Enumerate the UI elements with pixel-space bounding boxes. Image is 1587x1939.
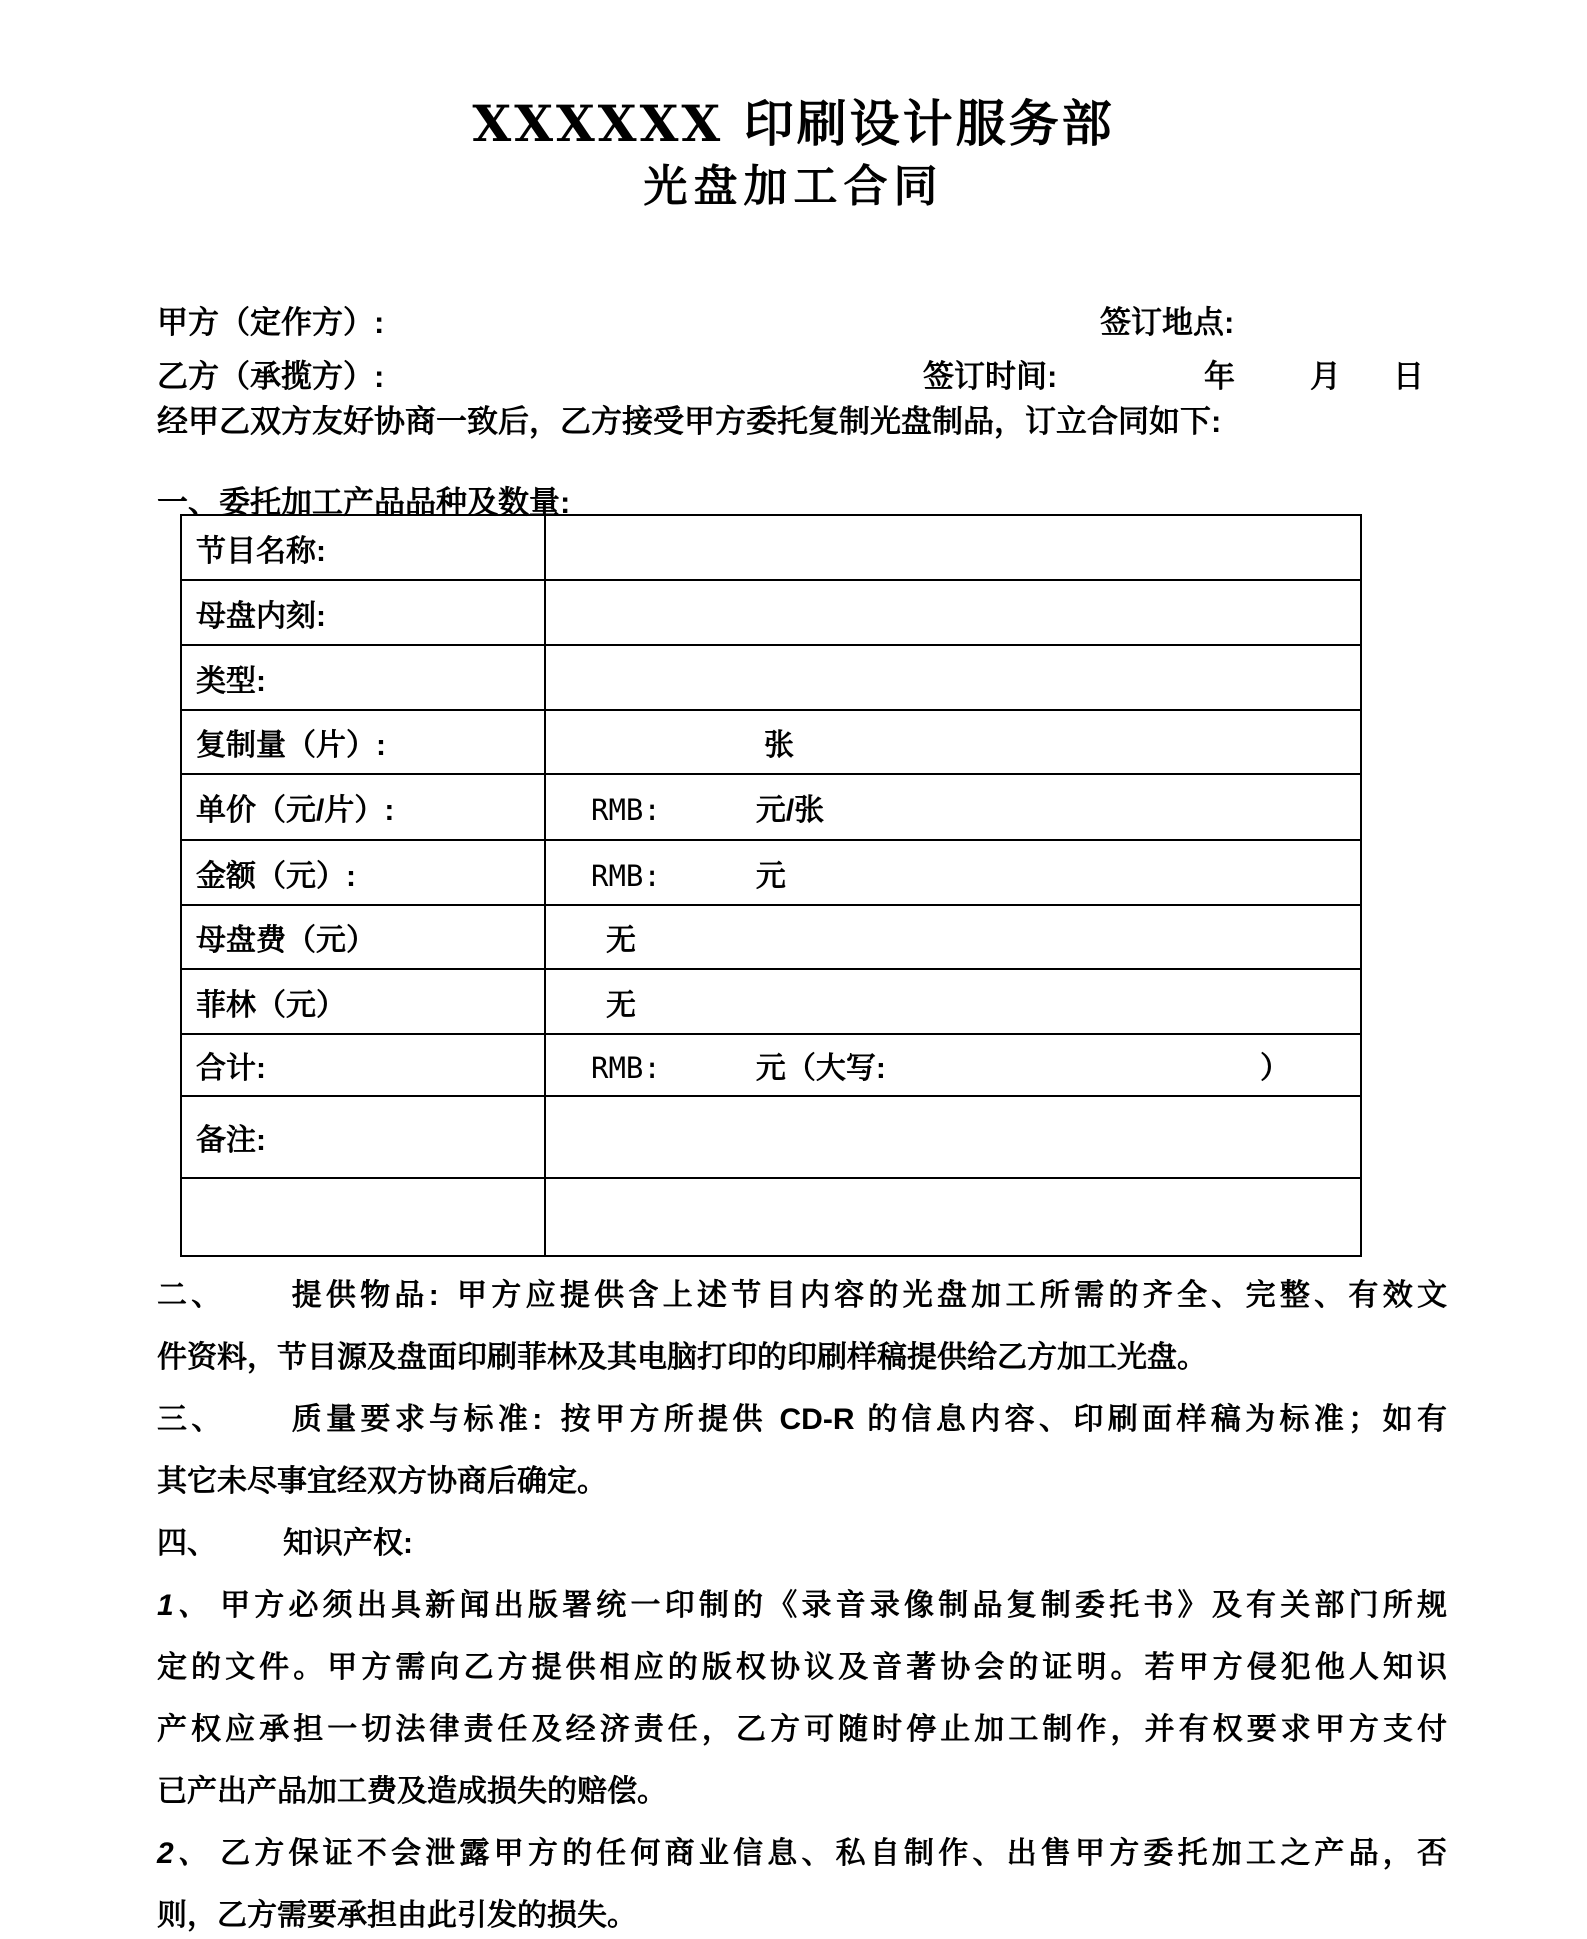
row-label-cell: 类型:: [181, 645, 545, 710]
cell-value: 元: [755, 859, 786, 893]
row-label-cell: 单价（元/片）:: [181, 774, 545, 840]
row-value-content: [546, 915, 1360, 959]
clause-text: 件资料，节目源及盘面印刷菲林及其电脑打印的印刷样稿提供给乙方加工光盘。: [157, 1341, 1207, 1374]
clause-text: 产权应承担一切法律责任及经济责任，乙方可随时停止加工制作，并有权要求甲方支付: [157, 1713, 1447, 1746]
clause-text: 已产出产品加工费及造成损失的赔偿。: [157, 1775, 667, 1808]
cell-value: ）: [1260, 1052, 1290, 1085]
section1-heading: 一、委托加工产品品种及数量:: [157, 485, 571, 520]
year-label: 年: [1204, 359, 1235, 394]
row-label-cell: 备注:: [181, 1096, 545, 1178]
table-row: [181, 969, 1361, 1034]
clause-text: 乙方保证不会泄露甲方的任何商业信息、私自制作、出售甲方委托加工之产品，否: [220, 1837, 1448, 1870]
clause-text: 甲方应提供含上述节目内容的光盘加工所需的齐全、完整、有效文: [452, 1279, 1448, 1312]
table-row: [181, 905, 1361, 969]
table-row: [181, 645, 1361, 710]
sign-time-label: 签订时间:: [923, 359, 1058, 394]
clause-text: 定的文件。甲方需向乙方提供相应的版权协议及音著协会的证明。若甲方侵犯他人知识: [157, 1651, 1447, 1684]
body-line: [157, 1337, 1447, 1379]
month-label: 月: [1310, 359, 1341, 394]
table-row: [181, 840, 1361, 905]
clause-text: 则，乙方需要承担由此引发的损失。: [157, 1899, 637, 1932]
intro-line: 经甲乙双方友好协商一致后，乙方接受甲方委托复制光盘制品，订立合同如下:: [157, 404, 1222, 439]
clause-text: 四、: [157, 1527, 217, 1560]
clause-label: 知识产权:: [283, 1527, 413, 1560]
clause-text: 甲方必须出具新闻出版署统一印制的《录音录像制品复制委托书》及有关部门所规: [220, 1589, 1448, 1622]
row-value-content: [546, 851, 1360, 895]
row-value-content: [546, 1043, 1360, 1087]
cell-value: 无: [606, 988, 636, 1022]
row-value-cell: [545, 645, 1361, 710]
table-row: [181, 710, 1361, 774]
table-row: [181, 515, 1361, 580]
row-label-cell: 节目名称:: [181, 515, 545, 580]
cell-value: 元/张: [755, 794, 825, 827]
row-value-cell: [545, 710, 1361, 774]
table-row: [181, 1178, 1361, 1256]
cell-value: RMB:: [591, 793, 661, 827]
row-value-cell: [545, 580, 1361, 645]
table-row: [181, 580, 1361, 645]
party-a-label: 甲方（定作方）:: [157, 305, 385, 340]
product-table-body: [181, 515, 1361, 1256]
body-line: [157, 1523, 1447, 1565]
document-title: XXXXXX 印刷设计服务部: [472, 94, 1115, 153]
row-label-cell: 母盘费（元）: [181, 905, 545, 969]
row-value-cell: [545, 905, 1361, 969]
sign-place-label: 签订地点:: [1100, 305, 1235, 340]
product-table: [180, 514, 1362, 1257]
body-line: [157, 1461, 1447, 1503]
cell-value: 无: [606, 924, 636, 957]
day-label: 日: [1393, 359, 1424, 394]
row-label-cell: 复制量（片）:: [181, 710, 545, 774]
row-value-cell: [545, 969, 1361, 1034]
body-line: [157, 1771, 1447, 1813]
row-label-cell: 金额（元）:: [181, 840, 545, 905]
clause-text: 2、: [157, 1837, 213, 1870]
clause-text: 1、: [157, 1589, 213, 1622]
row-value-content: [546, 785, 1360, 829]
row-value-content: [546, 980, 1360, 1024]
row-label-cell: 合计:: [181, 1034, 545, 1096]
row-value-cell: [545, 1034, 1361, 1096]
clause-text: 三、: [157, 1403, 226, 1436]
row-value-cell: [545, 774, 1361, 840]
table-row: [181, 1096, 1361, 1178]
clause-text: 按甲方所提供 CD-R 的信息内容、印刷面样稿为标准；如有: [556, 1403, 1448, 1436]
cell-value: 张: [764, 729, 794, 762]
row-value-cell: [545, 515, 1361, 580]
body-line: [157, 1895, 1447, 1937]
table-row: [181, 1034, 1361, 1096]
clause-text: 二、: [157, 1279, 226, 1312]
cell-value: RMB:: [591, 858, 661, 893]
row-value-content: [546, 720, 1360, 764]
clause-text: 其它未尽事宜经双方协商后确定。: [157, 1465, 607, 1498]
row-label-cell: 母盘内刻:: [181, 580, 545, 645]
row-label-cell: [181, 1178, 545, 1256]
document-subtitle: 光盘加工合同: [643, 161, 944, 212]
table-row: [181, 774, 1361, 840]
row-value-cell: [545, 840, 1361, 905]
clause-label: 提供物品:: [291, 1279, 439, 1312]
row-value-cell: [545, 1096, 1361, 1178]
clause-label: 质量要求与标准:: [291, 1403, 543, 1436]
cell-value: 元（大写:: [755, 1052, 886, 1085]
cell-value: RMB:: [591, 1051, 661, 1085]
party-b-label: 乙方（承揽方）:: [157, 359, 385, 394]
row-label-cell: 菲林（元）: [181, 969, 545, 1034]
row-value-cell: [545, 1178, 1361, 1256]
